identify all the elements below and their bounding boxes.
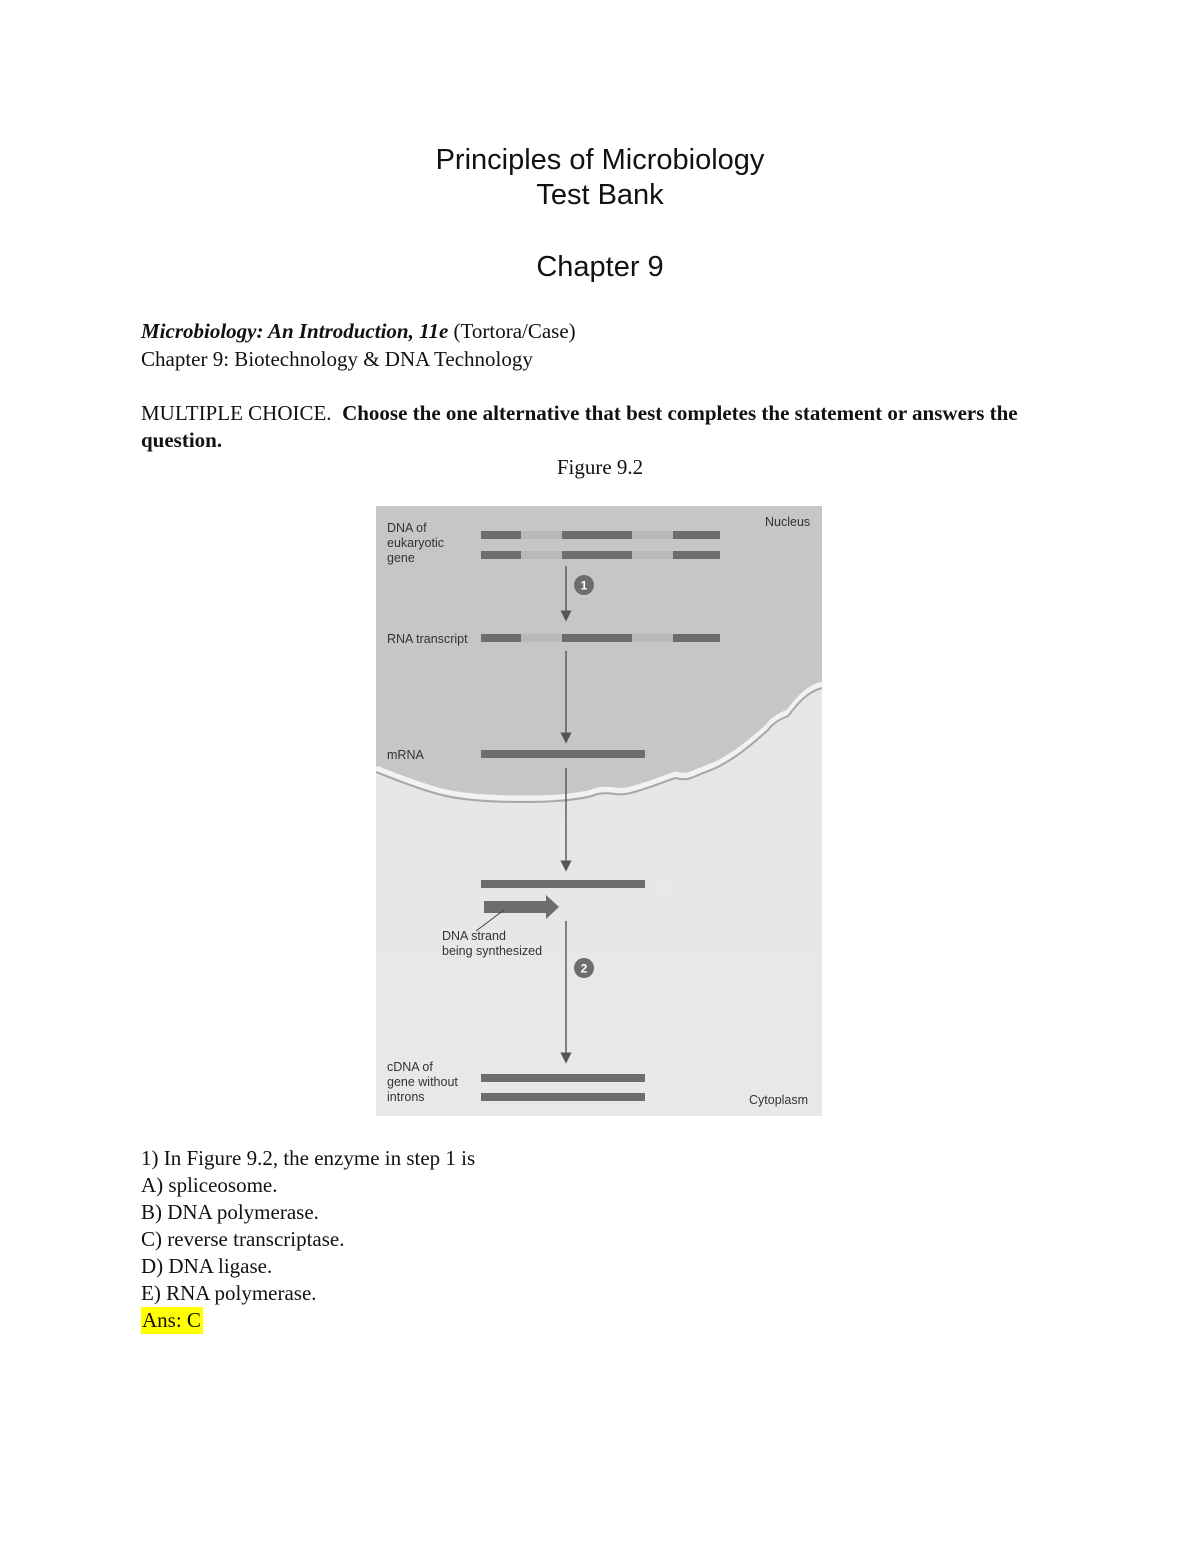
label-cdna-line2: gene without: [387, 1075, 458, 1089]
label-cytoplasm: Cytoplasm: [749, 1093, 809, 1107]
answer-key: Ans: C: [142, 1308, 201, 1332]
rna-transcript-strand: [481, 634, 720, 642]
cdna-strand-top: [481, 1074, 645, 1082]
mrna-strand: [481, 750, 645, 758]
instructions-text: Choose the one alternative that best completes the statement or answers the question.: [141, 401, 1018, 452]
label-cdna-line1: cDNA of: [387, 1060, 433, 1074]
book-authors: (Tortora/Case): [453, 319, 576, 343]
figure-9-2: [376, 506, 822, 1116]
label-dna-line1: DNA of: [387, 521, 427, 535]
label-cdna-line3: introns: [387, 1090, 425, 1104]
option-c: C) reverse transcriptase.: [141, 1227, 345, 1251]
document-title: Principles of Microbiology: [435, 144, 765, 176]
label-dna-line3: gene: [387, 551, 415, 565]
step1-number: 1: [580, 578, 588, 593]
label-mrna: mRNA: [387, 748, 424, 762]
label-dna-line2: eukaryotic: [387, 536, 444, 550]
option-a: A) spliceosome.: [141, 1173, 278, 1197]
book-reference: [141, 318, 576, 344]
chapter-title: Chapter 9: Biotechnology & DNA Technology: [141, 347, 533, 371]
option-d: D) DNA ligase.: [141, 1254, 273, 1278]
option-e: E) RNA polymerase.: [141, 1281, 317, 1305]
instructions: [141, 400, 1041, 454]
figure-diagram: [376, 506, 822, 1116]
label-strand-line2: being synthesized: [442, 944, 543, 958]
label-strand-line1: DNA strand: [442, 929, 506, 943]
faint-label: 4: [661, 881, 668, 895]
question-stem: 1) In Figure 9.2, the enzyme in step 1 is: [141, 1146, 476, 1170]
label-nucleus: Nucleus: [765, 515, 811, 529]
cytoplasm-mrna-strand: [481, 880, 645, 888]
step2-number: 2: [580, 961, 588, 976]
label-rna-transcript: RNA transcript: [387, 632, 468, 646]
question-1: [141, 1145, 475, 1334]
book-title: Microbiology: An Introduction, 11e: [141, 319, 449, 343]
instructions-lead: MULTIPLE CHOICE.: [141, 401, 332, 425]
chapter-heading: Chapter 9: [536, 251, 664, 283]
cdna-strand-bottom: [481, 1093, 645, 1101]
option-b: B) DNA polymerase.: [141, 1200, 319, 1224]
document-subtitle: Test Bank: [536, 179, 664, 211]
figure-caption: Figure 9.2: [556, 455, 644, 479]
